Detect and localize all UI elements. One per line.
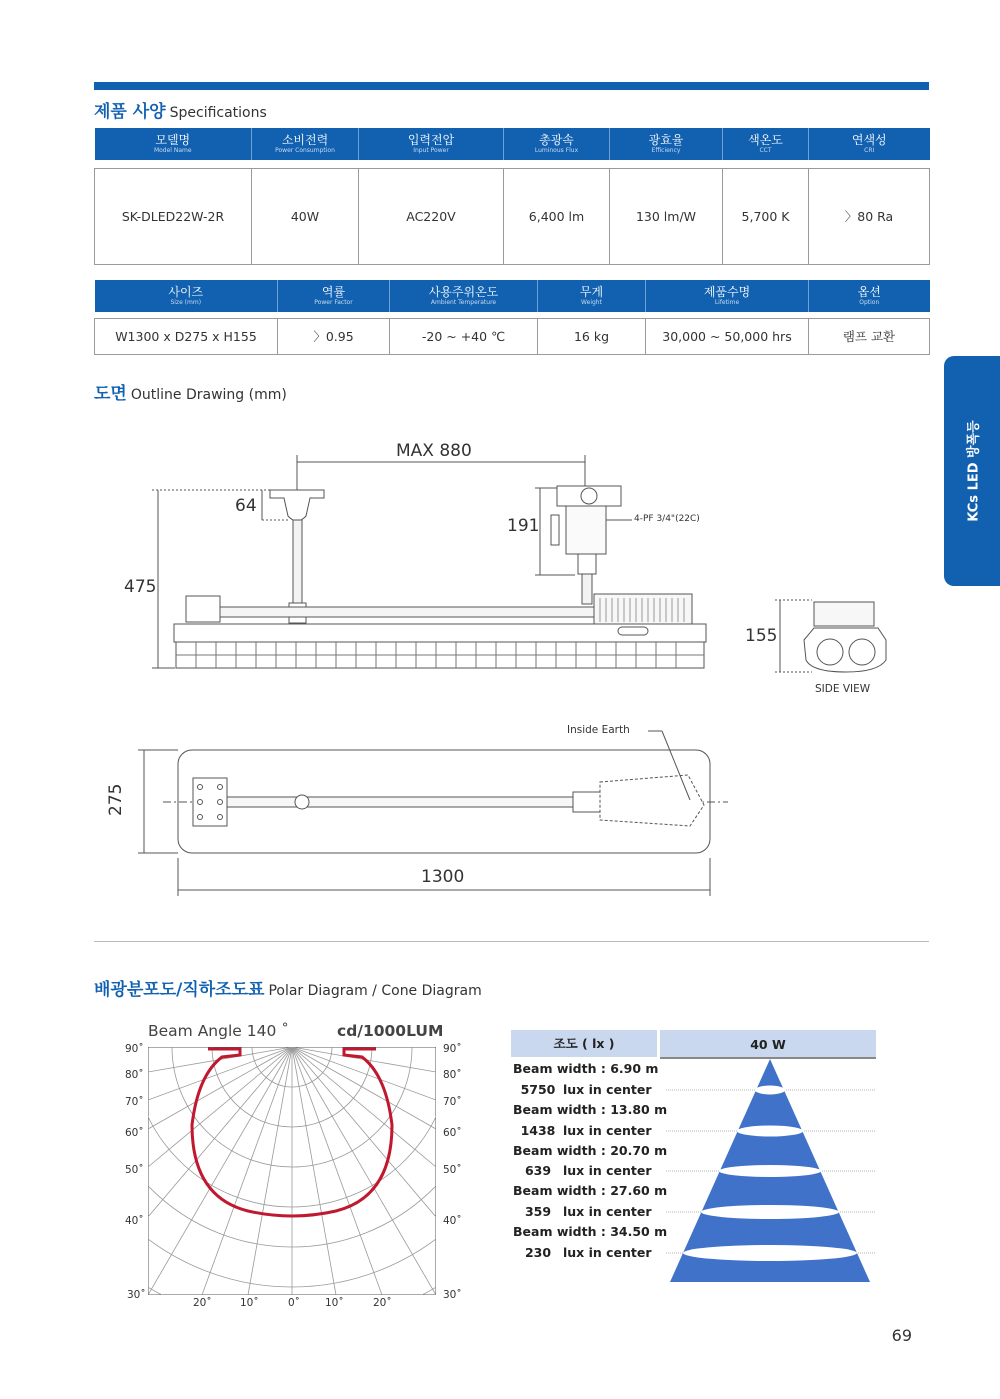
inside-earth-label: Inside Earth [567,724,630,736]
cone-level-3-width: Beam width : 20.70 m [513,1143,668,1158]
cone-diagram [660,1058,878,1284]
beam-angle-label: Beam Angle 140 ˚ [148,1022,289,1040]
header-cct: 색온도 CCT [723,128,809,160]
cell-pf: 〉0.95 [278,318,390,354]
header-efficiency: 광효율 Efficiency [610,128,723,160]
section-divider [94,941,929,942]
cell-efficiency: 130 lm/W [610,168,723,264]
angle-bottom-10-left: 10˚ [240,1297,259,1309]
angle-left-80: 80˚ [125,1069,144,1081]
cone-level-1-lux: 5750 lux in center [520,1082,652,1097]
side-view-label: SIDE VIEW [815,683,871,695]
cell-model: SK-DLED22W-2R [95,168,252,264]
cone-level-4-width: Beam width : 27.60 m [513,1183,668,1198]
cell-power: 40W [252,168,359,264]
pf-conduit-label: 4-PF 3/4"(22C) [634,514,700,524]
spec-title-ko: 제품 사양 [94,102,166,122]
header-size: 사이즈 Size (mm) [95,280,278,312]
angle-right-50: 50˚ [443,1164,462,1176]
polar-diagram [148,1047,436,1295]
header-option: 옵션 Option [809,280,930,312]
header-power: 소비전력 Power Consumption [252,128,359,160]
angle-right-70: 70˚ [443,1096,462,1108]
dim-475: 475 [124,577,157,597]
cone-level-3 [719,1165,821,1177]
angle-left-70: 70˚ [125,1096,144,1108]
cone-level-3-lux: 639 lux in center [524,1163,652,1178]
cone-level-5 [683,1245,857,1261]
cone-level-4 [701,1205,839,1219]
cone-level-4-lux: 359 lux in center [524,1204,652,1219]
cell-input: AC220V [359,168,504,264]
angle-right-80: 80˚ [443,1069,462,1081]
cell-cri: 〉80 Ra [809,168,930,264]
angle-bottom-10-right: 10˚ [325,1297,344,1309]
dim-64: 64 [235,496,257,516]
cell-option: 램프 교환 [809,318,930,354]
angle-left-60: 60˚ [125,1127,144,1139]
header-flux: 총광속 Luminous Flux [504,128,610,160]
dim-max-880: MAX 880 [396,441,472,461]
header-pf: 역률 Power Factor [278,280,390,312]
cell-lifetime: 30,000 ~ 50,000 hrs [646,318,809,354]
angle-left-50: 50˚ [125,1164,144,1176]
polar-title-en: Polar Diagram / Cone Diagram [268,983,482,999]
cell-cct: 5,700 K [723,168,809,264]
header-input: 입력전압 Input Power [359,128,504,160]
dim-155: 155 [745,626,778,646]
angle-right-30: 30˚ [443,1289,462,1301]
header-temp: 사용주위온도 Ambient Temperature [390,280,538,312]
spec-title-en: Specifications [169,105,267,121]
cd-unit-label: cd/1000LUM [337,1022,444,1040]
header-model: 모델명 Model Name [95,128,252,160]
dim-275: 275 [106,783,126,816]
cone-level-1-width: Beam width : 6.90 m [513,1061,659,1076]
polar-section-title [94,975,482,1000]
angle-bottom-20-right: 20˚ [373,1297,392,1309]
dim-191: 191 [507,516,540,536]
cone-header-lux: 조도 ( lx ) [511,1030,657,1057]
cone-header-watt: 40 W [660,1030,876,1059]
side-tab-label: KCs LED 방폭등 [966,420,982,522]
angle-left-30: 30˚ [127,1289,146,1301]
cone-level-2-lux: 1438 lux in center [520,1123,652,1138]
angle-right-90: 90˚ [443,1043,462,1055]
drawing-title-ko: 도면 [94,384,127,404]
angle-bottom-20-left: 20˚ [193,1297,212,1309]
drawing-title-en: Outline Drawing (mm) [130,387,287,403]
angle-left-40: 40˚ [125,1215,144,1227]
header-cri: 연색성 CRI [809,128,930,160]
cone-level-2 [737,1126,803,1137]
page-number: 69 [891,1326,912,1345]
angle-right-60: 60˚ [443,1127,462,1139]
angle-bottom-0: 0˚ [288,1297,300,1309]
cone-level-2-width: Beam width : 13.80 m [513,1102,668,1117]
cell-flux: 6,400 lm [504,168,610,264]
cone-level-1 [755,1086,785,1095]
angle-left-90: 90˚ [125,1043,144,1055]
cell-size: W1300 x D275 x H155 [95,318,278,354]
header-lifetime: 제품수명 Lifetime [646,280,809,312]
cone-level-5-lux: 230 lux in center [524,1245,652,1260]
angle-right-40: 40˚ [443,1215,462,1227]
cell-temp: -20 ~ +40 ℃ [390,318,538,354]
cone-level-5-width: Beam width : 34.50 m [513,1224,668,1239]
cell-weight: 16 kg [538,318,646,354]
header-weight: 무게 Weight [538,280,646,312]
polar-title-ko: 배광분포도/직하조도표 [94,980,265,1000]
dim-1300: 1300 [421,867,465,887]
